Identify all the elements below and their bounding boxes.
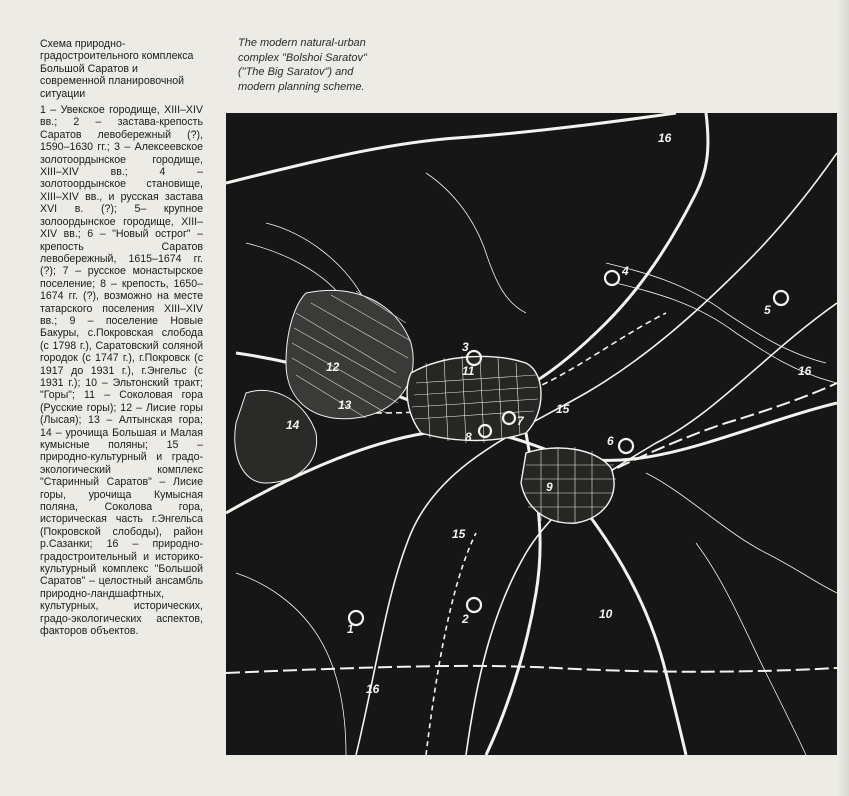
map-label-5: 5 xyxy=(764,303,771,317)
map-label-8: 8 xyxy=(465,430,472,444)
russian-caption-column xyxy=(40,38,203,638)
map-label-14: 14 xyxy=(286,418,300,432)
english-caption-line: modern planning scheme. xyxy=(238,80,365,93)
map-label-13: 13 xyxy=(338,398,352,412)
map-label-3: 3 xyxy=(462,340,469,354)
english-caption-line: The modern natural-urban xyxy=(238,37,366,49)
map-label-6: 6 xyxy=(607,434,614,448)
page-gutter-shadow xyxy=(837,0,849,796)
map-label-15-b: 15 xyxy=(452,527,466,541)
russian-caption-title: Схема природно-градостроительного комплекса Большой Саратов и современной планировочной ситуации xyxy=(40,38,194,100)
map-label-4: 4 xyxy=(622,264,629,278)
saratov-map xyxy=(226,113,837,755)
map-label-16-b: 16 xyxy=(798,364,812,378)
english-caption xyxy=(238,36,428,94)
map-label-7: 7 xyxy=(517,414,524,428)
map-label-9: 9 xyxy=(546,480,553,494)
map-label-1: 1 xyxy=(347,622,354,636)
map-label-11: 11 xyxy=(462,364,475,378)
map-label-15-a: 15 xyxy=(556,402,570,416)
map-background xyxy=(226,113,837,755)
english-caption-line: ("The Big Saratov") and xyxy=(238,66,354,78)
map-label-2: 2 xyxy=(462,612,469,626)
russian-legend-text: 1 – Увекское городище, XIII–XIV вв.; 2 – застава-крепость Саратов левобережный (?), 1590–1630 гг.; 3 – Алексеевское золотоордынское городище, XIII–XIV вв.; 4 – золотоордынское становище, XIII–XIV вв., и русская застава XVI в. (?); 5– крупное золоордынское городище, XIII–XIV вв.; 6 – "Новый острог" – крепость Саратов левобережный, 1615–1674 гг. (?); 7 – русское монастырское поселение; 8 – крепость, 1650–1674 гг. (?), возможно на месте татарского поселения XIII–XIV вв.; 9 – поселение Новые Бакуры, с.Покровская слобода (с 1798 г.), Саратовский соляной городок (с 1747 г.), г.Покровск (с 1917 до 1931 г.), г.Энгельс (с 1931 г.); 10 – Эльтонский тракт; "Горы"; 11 – Соколовая гора (Русские горы); 12 – Лисие горы (Лысая); 13 – Алтынская гора; 14 – урочища Большая и Малая кумысные поляны; 15 – природно-культурный и градо-экологический комплекс "Старинный Саратов" – Лисие горы, урочища Кумысная поляна, Соколова гора, историческая часть г.Энгельса (Покровской слободы), район р.Сазанки; 16 – природно-градостроительный и историко-культурный комплекс "Большой Саратов" – целостный ансамбль природно-ландшафтных, культурных, исторических, градо-экологических аспектов, факторов объектов. xyxy=(40,104,203,638)
map-label-10: 10 xyxy=(599,607,613,621)
map-label-12: 12 xyxy=(326,360,340,374)
map-label-16-a: 16 xyxy=(658,131,672,145)
english-caption-line: complex "Bolshoi Saratov" xyxy=(238,51,367,64)
map-label-16-c: 16 xyxy=(366,682,380,696)
map-svg xyxy=(226,113,837,755)
